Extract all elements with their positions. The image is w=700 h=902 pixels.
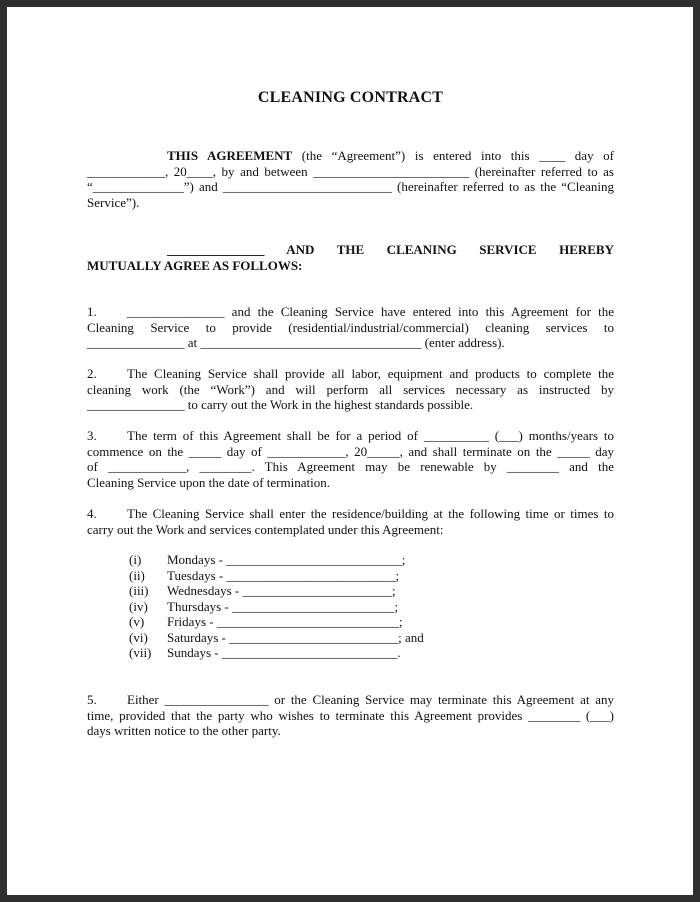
section-5-line-3: days written notice to the other party. (87, 723, 281, 738)
section-2-line-1 (87, 366, 614, 382)
section-1-line-3: _______________ at __________________________________ (enter address). (87, 335, 505, 350)
item-numeral: (iv) (129, 598, 148, 614)
section-5-line-2: time, provided that the party who wishes to terminate this Agreement provides ________ (___) (87, 707, 614, 723)
schedule-item (129, 614, 529, 630)
intro-line-2: ____________, 20____, by and between ________________________ (hereinafter referred to as (87, 163, 614, 179)
section-4 (87, 506, 614, 537)
schedule-item (129, 552, 529, 568)
item-numeral: (ii) (129, 567, 145, 583)
section-number: 1. (87, 304, 97, 319)
section-2 (87, 366, 614, 413)
section-1 (87, 304, 614, 351)
section-5 (87, 692, 614, 739)
item-text: Tuesdays - __________________________; (167, 567, 400, 583)
section-text: The term of this Agreement shall be for a period of __________ (___) months/years to (127, 428, 614, 443)
section-5-line-1 (87, 692, 614, 708)
item-text: Fridays - ____________________________; (167, 614, 403, 629)
schedule-item (129, 645, 529, 661)
item-text: Saturdays - __________________________; and (167, 629, 424, 645)
section-number: 5. (87, 692, 97, 707)
mutual-line-2: MUTUALLY AGREE AS FOLLOWS: (87, 257, 303, 273)
item-numeral: (vii) (129, 645, 152, 660)
schedule-item (129, 568, 529, 584)
item-text: Thursdays - _________________________; (167, 598, 399, 614)
intro-line-1-text: (the “Agreement”) is entered into this ____ day of (292, 148, 615, 163)
item-numeral: (iii) (129, 583, 149, 598)
section-text: The Cleaning Service shall provide all labor, equipment and products to complete the (127, 366, 614, 381)
section-4-line-2: carry out the Work and services contemplated under this Agreement: (87, 521, 444, 537)
section-3-line-2: commence on the _____ day of ____________, 20_____, and shall terminate on the _____ day (87, 443, 614, 459)
intro-line-1 (87, 148, 614, 164)
section-1-line-2: Cleaning Service to provide (residential/industrial/commercial) cleaning services to (87, 319, 614, 335)
section-2-line-2: cleaning work (the “Work”) and will perform all services necessary as instructed by (87, 381, 614, 397)
intro-line-3: “______________”) and __________________________ (hereinafter referred to as the “Cleaning (87, 179, 614, 194)
item-text: Wednesdays - _______________________; (167, 583, 396, 598)
item-text: Sundays - ___________________________. (167, 645, 401, 660)
section-3 (87, 428, 614, 490)
section-1-line-1 (87, 304, 614, 320)
schedule-item (129, 630, 529, 646)
section-text: _______________ and the Cleaning Service have entered into this Agreement for the (127, 304, 614, 319)
section-3-line-1 (87, 428, 614, 444)
intro-paragraph (87, 148, 614, 210)
section-number: 3. (87, 428, 97, 443)
mutual-agreement-heading (87, 242, 614, 273)
section-text: The Cleaning Service shall enter the residence/building at the following time or times to (127, 506, 614, 521)
schedule-list (129, 552, 529, 661)
schedule-item (129, 583, 529, 599)
section-4-line-1 (87, 506, 614, 522)
item-numeral: (vi) (129, 629, 148, 645)
section-number: 4. (87, 506, 97, 521)
section-text: Either ________________ or the Cleaning Service may terminate this Agreement at any (127, 692, 614, 707)
mutual-line-1: _______________ AND THE CLEANING SERVICE HEREBY (167, 242, 614, 257)
item-text: Mondays - ___________________________; (167, 552, 406, 567)
agreement-label: THIS AGREEMENT (167, 148, 293, 163)
section-3-line-4: Cleaning Service upon the date of termination. (87, 474, 330, 490)
section-number: 2. (87, 366, 97, 381)
intro-line-4: Service”). (87, 194, 140, 210)
section-3-line-3: of ____________, ________. This Agreement may be renewable by ________ and the (87, 459, 614, 474)
item-numeral: (v) (129, 614, 145, 629)
document-title: CLEANING CONTRACT (257, 89, 444, 106)
section-2-line-3: _______________ to carry out the Work in the highest standards possible. (87, 397, 474, 412)
schedule-item (129, 599, 529, 615)
item-numeral: (i) (129, 552, 142, 567)
